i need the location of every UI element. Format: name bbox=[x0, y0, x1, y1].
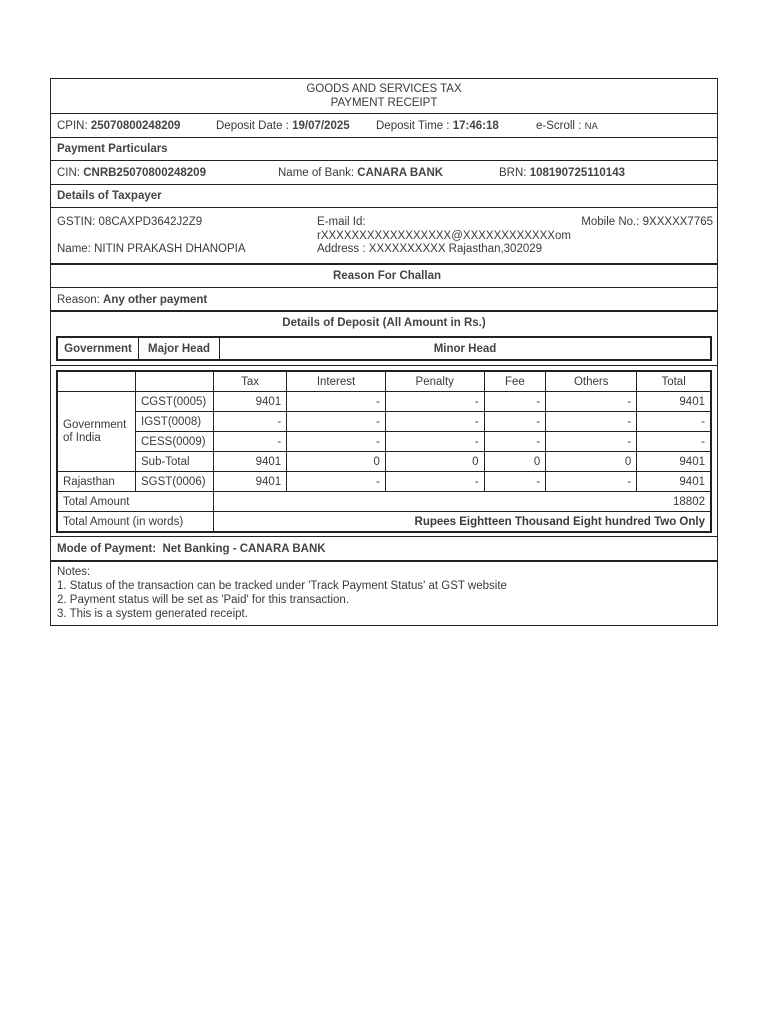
table-row bbox=[57, 472, 711, 492]
deposit-date-value: 19/07/2025 bbox=[292, 120, 350, 132]
note-item: 1. Status of the transaction can be tracked under 'Track Payment Status' at GST website bbox=[57, 580, 507, 592]
deposit-date-field: Deposit Date : 19/07/2025 bbox=[216, 120, 350, 132]
reason-row: Reason: Any other payment bbox=[51, 288, 717, 312]
total-in-words-value: Rupees Eightteen Thousand Eight hundred Two Only bbox=[214, 512, 712, 533]
major-head-cell: CESS(0009) bbox=[136, 432, 214, 452]
brn-field: BRN: 108190725110143 bbox=[499, 167, 625, 179]
taxpayer-name-field: Name: NITIN PRAKASH DHANOPIA bbox=[57, 243, 246, 255]
table-cell: - bbox=[385, 392, 484, 412]
cpin-row bbox=[51, 114, 717, 138]
mobile-field: Mobile No.: 9XXXXX7765 bbox=[581, 216, 713, 228]
table-cell: - bbox=[546, 392, 637, 412]
taxpayer-name-value: NITIN PRAKASH DHANOPIA bbox=[94, 243, 246, 255]
total-amount-label: Total Amount bbox=[57, 492, 214, 512]
reason-heading: Reason For Challan bbox=[51, 265, 717, 288]
minor-head: Minor Head bbox=[433, 342, 497, 355]
table-cell: - bbox=[637, 432, 711, 452]
deposit-section bbox=[51, 312, 717, 366]
table-cell: - bbox=[484, 392, 546, 412]
notes-section bbox=[51, 562, 717, 625]
cin-value: CNRB25070800248209 bbox=[83, 167, 206, 179]
mode-value: Net Banking - CANARA BANK bbox=[162, 543, 326, 555]
table-row bbox=[57, 452, 711, 472]
gstin-value: 08CAXPD3642J2Z9 bbox=[98, 216, 203, 228]
table-cell: 9401 bbox=[214, 392, 287, 412]
table-cell: - bbox=[484, 412, 546, 432]
major-head: Major Head bbox=[139, 337, 220, 360]
table-cell: - bbox=[385, 432, 484, 452]
bank-row bbox=[51, 161, 717, 185]
bank-name-value: CANARA BANK bbox=[357, 167, 444, 179]
payment-receipt bbox=[50, 78, 718, 626]
table-cell: - bbox=[546, 412, 637, 432]
table-cell: - bbox=[214, 432, 287, 452]
bank-name-field: Name of Bank: CANARA BANK bbox=[278, 167, 444, 179]
major-head-cell: SGST(0006) bbox=[136, 472, 214, 492]
deposit-table bbox=[56, 370, 712, 533]
major-head-cell: CGST(0005) bbox=[136, 392, 214, 412]
gstin-field: GSTIN: 08CAXPD3642J2Z9 bbox=[57, 216, 203, 228]
escroll-value: NA bbox=[584, 121, 598, 132]
table-cell: - bbox=[484, 432, 546, 452]
deposit-table-section bbox=[51, 370, 717, 537]
cpin-value: 25070800248209 bbox=[90, 120, 181, 132]
notes-title: Notes: bbox=[57, 566, 91, 578]
reason-value: Any other payment bbox=[103, 294, 208, 306]
table-cell: - bbox=[546, 432, 637, 452]
cin-field: CIN: CNRB25070800248209 bbox=[57, 167, 206, 179]
mobile-value: 9XXXXX7765 bbox=[642, 216, 713, 228]
address-field: Address : XXXXXXXXXX Rajasthan,302029 bbox=[317, 243, 543, 255]
total-amount-row bbox=[57, 492, 711, 512]
table-cell: 9401 bbox=[214, 452, 287, 472]
col-header: Tax bbox=[214, 371, 287, 392]
table-cell: - bbox=[637, 412, 711, 432]
table-header-row bbox=[57, 371, 711, 392]
table-row bbox=[57, 432, 711, 452]
table-cell: 0 bbox=[484, 452, 546, 472]
table-cell: - bbox=[484, 472, 546, 492]
table-cell: - bbox=[385, 412, 484, 432]
receipt-title bbox=[51, 79, 717, 114]
title-line-2: PAYMENT RECEIPT bbox=[330, 97, 438, 109]
table-cell: - bbox=[287, 412, 386, 432]
col-header: Fee bbox=[484, 371, 546, 392]
note-item: 2. Payment status will be set as 'Paid' for this transaction. bbox=[57, 594, 350, 606]
government-head: Government bbox=[57, 337, 139, 360]
mode-label: Mode of Payment: bbox=[57, 543, 157, 555]
table-cell: - bbox=[287, 392, 386, 412]
total-in-words-label: Total Amount (in words) bbox=[57, 512, 214, 533]
table-row bbox=[57, 412, 711, 432]
total-amount-value: 18802 bbox=[214, 492, 712, 512]
col-header: Interest bbox=[287, 371, 386, 392]
table-cell: 9401 bbox=[637, 452, 711, 472]
note-item: 3. This is a system generated receipt. bbox=[57, 608, 248, 620]
government-of-india-cell: Government of India bbox=[57, 392, 136, 472]
heads-header bbox=[56, 336, 712, 361]
deposit-time-field: Deposit Time : 17:46:18 bbox=[376, 120, 499, 132]
table-cell: 9401 bbox=[637, 472, 711, 492]
major-head-cell: IGST(0008) bbox=[136, 412, 214, 432]
table-cell: 0 bbox=[287, 452, 386, 472]
table-cell: 0 bbox=[385, 452, 484, 472]
deposit-heading: Details of Deposit (All Amount in Rs.) bbox=[282, 317, 486, 329]
brn-value: 108190725110143 bbox=[529, 167, 625, 179]
total-in-words-row bbox=[57, 512, 711, 533]
taxpayer-heading: Details of Taxpayer bbox=[51, 185, 717, 208]
col-header: Others bbox=[546, 371, 637, 392]
address-value: XXXXXXXXXX Rajasthan,302029 bbox=[368, 243, 543, 255]
table-row bbox=[57, 392, 711, 412]
state-cell: Rajasthan bbox=[57, 472, 136, 492]
table-cell: - bbox=[214, 412, 287, 432]
subtotal-cell: Sub-Total bbox=[136, 452, 214, 472]
table-cell: 9401 bbox=[214, 472, 287, 492]
col-header: Total bbox=[637, 371, 711, 392]
email-field: E-mail Id: rXXXXXXXXXXXXXXXXX@XXXXXXXXXXXXom bbox=[317, 216, 571, 242]
col-header: Penalty bbox=[385, 371, 484, 392]
table-cell: - bbox=[287, 472, 386, 492]
escroll-field: e-Scroll : NA bbox=[536, 120, 598, 132]
payment-particulars-heading: Payment Particulars bbox=[51, 138, 717, 161]
deposit-time-value: 17:46:18 bbox=[452, 120, 499, 132]
table-cell: - bbox=[546, 472, 637, 492]
title-line-1: GOODS AND SERVICES TAX bbox=[306, 83, 462, 95]
table-cell: - bbox=[287, 432, 386, 452]
table-cell: 0 bbox=[546, 452, 637, 472]
table-cell: - bbox=[385, 472, 484, 492]
cpin-field: CPIN: 25070800248209 bbox=[57, 120, 181, 132]
mode-of-payment-row bbox=[51, 537, 717, 562]
table-cell: 9401 bbox=[637, 392, 711, 412]
email-value: rXXXXXXXXXXXXXXXXX@XXXXXXXXXXXXom bbox=[317, 230, 571, 242]
taxpayer-details bbox=[51, 208, 717, 265]
